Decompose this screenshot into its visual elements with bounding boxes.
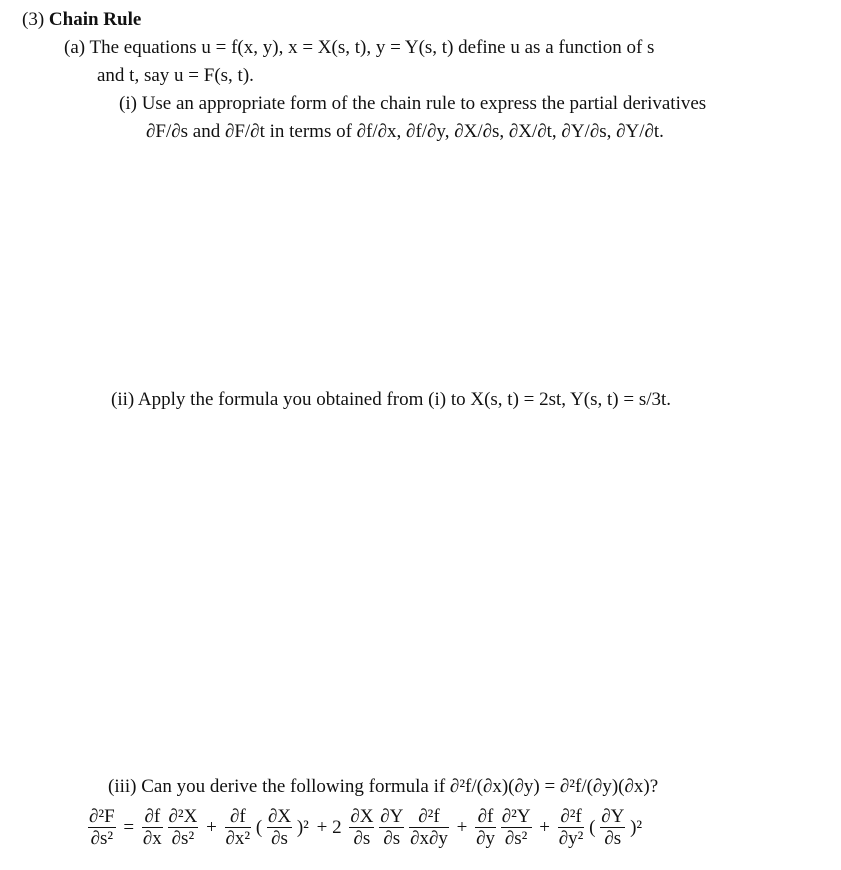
term1-b-numerator: ∂²X — [168, 806, 198, 827]
term5-close-paren: )² — [630, 816, 643, 838]
term2-fraction-b — [267, 806, 292, 849]
part-a-line-2 — [97, 65, 254, 87]
part-ii-line — [111, 389, 671, 411]
plus-sign-1: + — [206, 816, 217, 838]
part-i-label: (i) — [119, 93, 137, 114]
term4-fraction-a — [475, 806, 496, 849]
lhs-fraction — [88, 806, 116, 849]
term3-fraction-b — [379, 806, 404, 849]
term2-a-denominator: ∂x² — [225, 828, 251, 849]
term2-b-numerator: ∂X — [267, 806, 292, 827]
term5-open-paren: ( — [589, 816, 596, 838]
part-i-line-1 — [119, 93, 706, 115]
term5-b-denominator: ∂s — [604, 828, 622, 849]
part-i-text-2: ∂F/∂s and ∂F/∂t in terms of ∂f/∂x, ∂f/∂y, ∂X/∂s, ∂X/∂t, ∂Y/∂s, ∂Y/∂t. — [146, 121, 664, 142]
term4-b-denominator: ∂s² — [504, 828, 528, 849]
term5-b-numerator: ∂Y — [601, 806, 625, 827]
part-iii-text: Can you derive the following formula if ∂²f/(∂x)(∂y) = ∂²f/(∂y)(∂x)? — [141, 776, 659, 797]
part-iii-label: (iii) — [108, 776, 137, 797]
part-a-label: (a) — [64, 37, 86, 58]
term4-fraction-b — [501, 806, 532, 849]
plus-sign-2: + 2 — [316, 816, 342, 838]
term1-b-denominator: ∂s² — [171, 828, 195, 849]
term2-a-numerator: ∂f — [225, 806, 252, 828]
lhs-numerator: ∂²F — [89, 806, 115, 827]
term3-fraction-a — [349, 806, 374, 849]
term5-a-denominator: ∂y² — [558, 828, 584, 849]
term4-b-numerator: ∂²Y — [501, 806, 531, 827]
equals-sign: = — [123, 816, 135, 838]
part-i-text-1: Use an appropriate form of the chain rule to express the partial derivatives — [141, 93, 707, 114]
term1-a-numerator: ∂f — [142, 806, 163, 828]
problem-heading — [22, 9, 141, 31]
term2-open-paren: ( — [255, 816, 263, 838]
term3-a-denominator: ∂s — [353, 828, 371, 849]
term3-c-numerator: ∂²f — [409, 806, 449, 828]
part-ii-text: Apply the formula you obtained from (i) to X(s, t) = 2st, Y(s, t) = s/3t. — [137, 389, 672, 410]
term1-fraction-a — [142, 806, 163, 849]
term2-fraction-a — [225, 806, 252, 849]
lhs-denominator: ∂s² — [90, 828, 114, 849]
term3-a-numerator: ∂X — [350, 806, 374, 827]
part-a-text-2: and t, say u = F(s, t). — [97, 65, 254, 86]
second-derivative-formula — [88, 806, 642, 849]
term5-fraction-b — [600, 806, 625, 849]
problem-number: (3) — [22, 9, 45, 30]
term3-fraction-c — [409, 806, 449, 849]
problem-title: Chain Rule — [48, 9, 142, 30]
term1-a-denominator: ∂x — [142, 828, 162, 849]
term2-b-denominator: ∂s — [271, 828, 288, 849]
term1-fraction-b — [168, 806, 199, 849]
term5-fraction-a — [558, 806, 585, 849]
part-ii-label: (ii) — [111, 389, 135, 410]
part-a-text-1: The equations u = f(x, y), x = X(s, t), y = Y(s, t) define u as a function of s — [89, 37, 655, 58]
term4-a-numerator: ∂f — [475, 806, 496, 828]
plus-sign-3: + — [456, 816, 468, 838]
term2-close-paren: )² — [296, 816, 309, 838]
plus-sign-4: + — [539, 816, 551, 838]
part-a-line-1 — [64, 37, 654, 59]
term4-a-denominator: ∂y — [476, 828, 495, 849]
part-i-line-2 — [146, 121, 664, 143]
term3-b-denominator: ∂s — [383, 828, 401, 849]
part-iii-line — [108, 776, 658, 798]
term3-c-denominator: ∂x∂y — [410, 828, 448, 849]
term5-a-numerator: ∂²f — [558, 806, 585, 828]
term3-b-numerator: ∂Y — [380, 806, 404, 827]
